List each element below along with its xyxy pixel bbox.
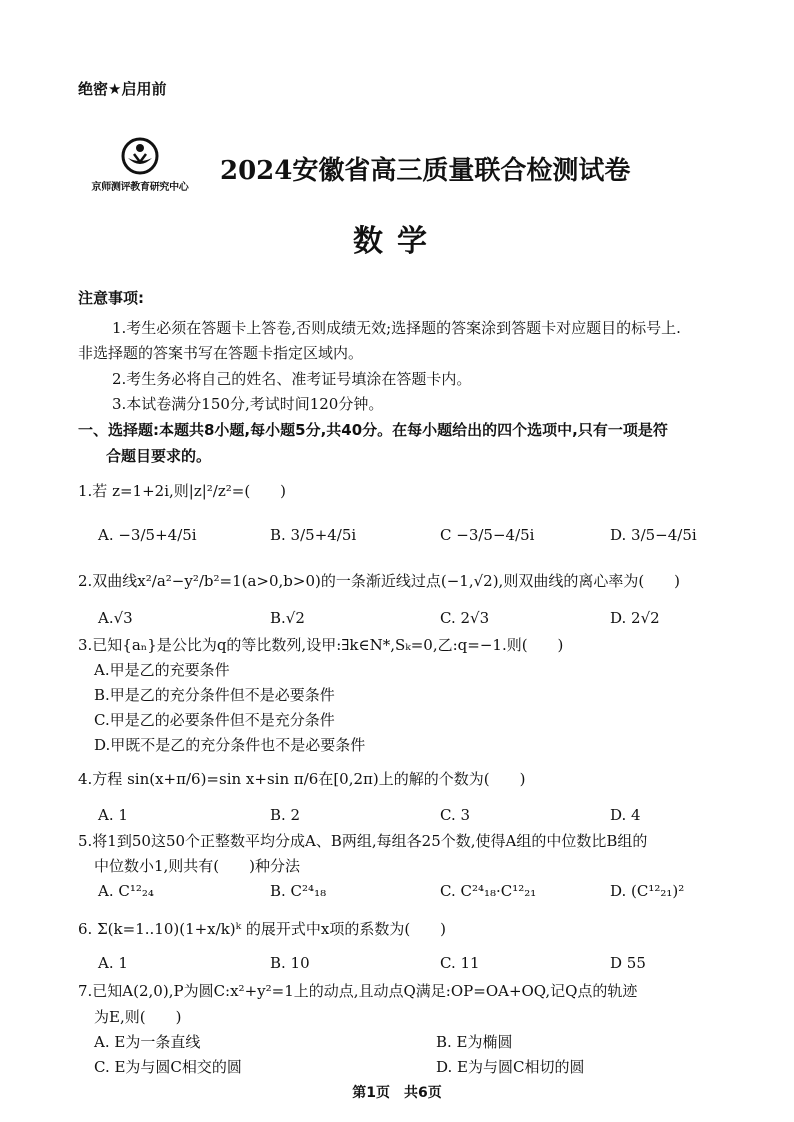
exam-subject: 数学 — [353, 224, 441, 259]
note-item: 非选择题的答案书写在答题卡指定区域内。 — [78, 344, 364, 362]
section-heading: 一、选择题:本题共8小题,每小题5分,共40分。在每小题给出的四个选项中,只有一项是符 — [78, 421, 668, 439]
section-heading-cont: 合题目要求的。 — [106, 447, 212, 465]
question-7-option-c: C. E为与圆C相交的圆 — [94, 1058, 242, 1076]
question-4-option-d: D. 4 — [610, 806, 641, 824]
note-item: 3.本试卷满分150分,考试时间120分钟。 — [112, 395, 384, 413]
question-4-stem: 4.方程 sin(x+π/6)=sin x+sin π/6在[0,2π)上的解的个数为( ) — [78, 770, 526, 788]
question-1-stem: 1.若 z=1+2i,则|z|²/z²=( ) — [78, 482, 287, 500]
page-footer: 第1页 共6页 — [352, 1085, 442, 1101]
notes-heading: 注意事项: — [78, 289, 144, 307]
question-3-option-a: A.甲是乙的充要条件 — [94, 661, 230, 679]
question-7-option-d: D. E为与圆C相切的圆 — [436, 1058, 585, 1076]
question-6-option-b: B. 10 — [270, 954, 310, 972]
org-name: 京师测评教育研究中心 — [91, 182, 189, 193]
question-2-option-b: B.√2 — [270, 609, 305, 627]
question-4-option-c: C. 3 — [440, 806, 471, 824]
question-7-option-a: A. E为一条直线 — [94, 1033, 201, 1051]
question-6-stem: 6. Σ(k=1..10)(1+x/k)ᵏ 的展开式中x项的系数为( ) — [78, 920, 447, 938]
note-item: 2.考生务必将自己的姓名、准考证号填涂在答题卡内。 — [112, 370, 472, 388]
question-5-option-a: A. C¹²₂₄ — [98, 882, 154, 900]
question-7-stem: 7.已知A(2,0),P为圆C:x²+y²=1上的动点,且动点Q满足:OP=OA+OQ,记Q点的轨迹 — [78, 982, 638, 1000]
note-item: 1.考生必须在答题卡上答卷,否则成绩无效;选择题的答案涂到答题卡对应题目的标号上. — [112, 319, 681, 337]
question-1-option-d: D. 3/5−4/5i — [610, 526, 697, 544]
question-5-option-c: C. C²⁴₁₈·C¹²₂₁ — [440, 882, 537, 900]
question-3-option-b: B.甲是乙的充分条件但不是必要条件 — [94, 686, 335, 704]
exam-title: 2024安徽省高三质量联合检测试卷 — [220, 156, 631, 186]
question-2-stem: 2.双曲线x²/a²−y²/b²=1(a>0,b>0)的一条渐近线过点(−1,√2),则双曲线的离心率为( ) — [78, 572, 681, 590]
question-4-option-b: B. 2 — [270, 806, 301, 824]
question-6-option-c: C. 11 — [440, 954, 480, 972]
org-logo — [78, 136, 202, 193]
question-2-option-d: D. 2√2 — [610, 609, 660, 627]
question-1-option-b: B. 3/5+4/5i — [270, 526, 357, 544]
question-5-stem: 5.将1到50这50个正整数平均分成A、B两组,每组各25个数,使得A组的中位数比B组的 — [78, 832, 648, 850]
question-3-option-d: D.甲既不是乙的充分条件也不是必要条件 — [94, 736, 366, 754]
question-5-option-d: D. (C¹²₂₁)² — [610, 882, 685, 900]
question-3-option-c: C.甲是乙的必要条件但不是充分条件 — [94, 711, 335, 729]
question-2-option-a: A.√3 — [98, 609, 133, 627]
question-5-stem-cont: 中位数小1,则共有( )种分法 — [94, 857, 301, 875]
secret-label: 绝密★启用前 — [78, 80, 167, 98]
question-1-option-a: A. −3/5+4/5i — [98, 526, 197, 544]
question-2-option-c: C. 2√3 — [440, 609, 490, 627]
question-3-stem: 3.已知{aₙ}是公比为q的等比数列,设甲:∃k∈N*,Sₖ=0,乙:q=−1.则( ) — [78, 636, 564, 654]
question-6-option-a: A. 1 — [98, 954, 128, 972]
question-5-option-b: B. C²⁴₁₈ — [270, 882, 327, 900]
question-1-option-c: C −3/5−4/5i — [440, 526, 535, 544]
question-4-option-a: A. 1 — [98, 806, 128, 824]
question-7-option-b: B. E为椭圆 — [436, 1033, 513, 1051]
org-emblem-icon — [120, 136, 160, 176]
question-6-option-d: D 55 — [610, 954, 646, 972]
question-7-stem-cont: 为E,则( ) — [94, 1008, 182, 1026]
